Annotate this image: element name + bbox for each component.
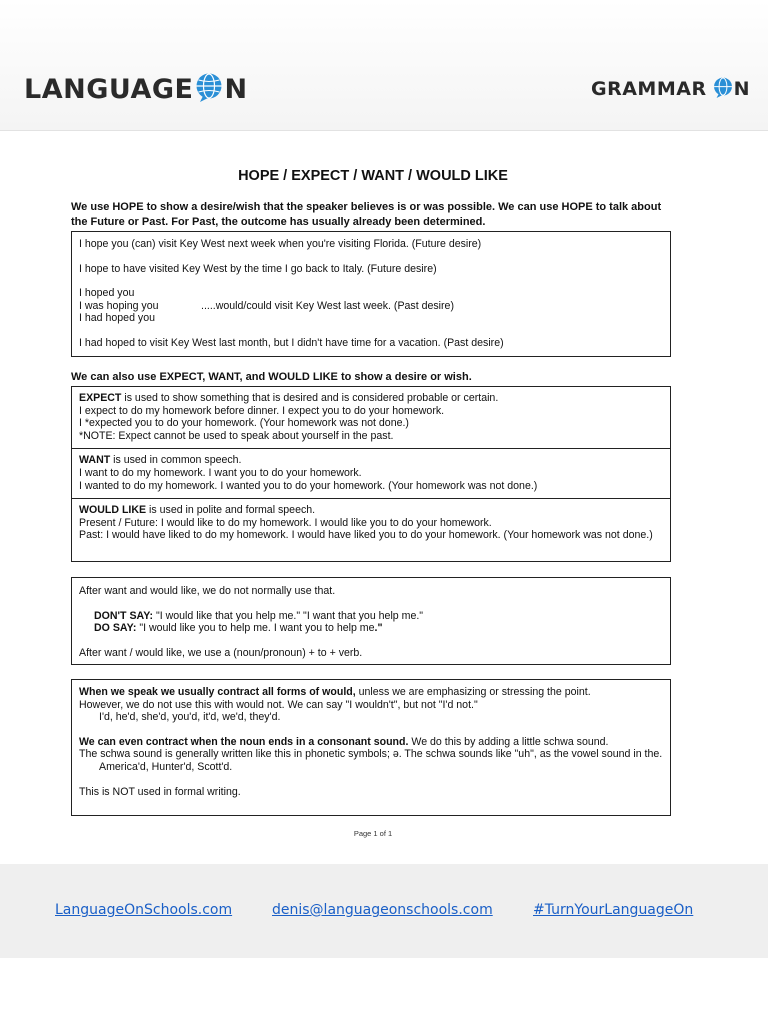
section-heading (79, 392, 663, 405)
do-say-label: DO SAY: (94, 622, 137, 635)
para-bold: We can even contract when the noun ends in a consonant sound. (79, 735, 409, 748)
example-fragment: .....would/could visit Key West last week. (Past desire) (201, 299, 454, 312)
email-link[interactable]: denis@languageonschools.com (272, 902, 493, 918)
hashtag-link[interactable]: #TurnYourLanguageOn (533, 902, 694, 918)
grammar-on-logo (591, 78, 750, 101)
example-line: Present / Future: I would like to do my homework. I would like you to do your homework. (79, 516, 492, 529)
contraction-box (71, 679, 671, 816)
expect-section (72, 387, 670, 449)
expect-want-like-box (71, 386, 671, 562)
do-say-line (79, 622, 663, 635)
para-line: The schwa sound is generally written like this in phonetic symbols; ə. The schwa sounds like "uh", as the vowel sound in the. (79, 748, 663, 761)
rule-line: After want and would like, we do not normally use that. (79, 585, 336, 597)
dont-say-label: DON'T SAY: (94, 609, 154, 622)
section-heading (79, 454, 663, 467)
page-number: Page 1 of 1 (353, 829, 393, 838)
page-title: HOPE / EXPECT / WANT / WOULD LIKE (238, 168, 508, 184)
dont-say-line (79, 610, 663, 623)
example-line: Past: I would have liked to do my homework. I would have liked you to do your homework. (Your homework was not done.) (79, 529, 653, 542)
example-line: I'd, he'd, she'd, you'd, it'd, we'd, they'd. (99, 711, 281, 724)
example-line: I hope to have visited Key West by the time I go back to Italy. (Future desire) (79, 262, 437, 275)
para-line (79, 686, 663, 699)
para-text: unless we are emphasizing or stressing the point. (355, 686, 591, 698)
keyword: WOULD LIKE (79, 504, 147, 517)
that-usage-box (71, 577, 671, 665)
logo-text-end: N (733, 78, 750, 100)
para-text: We do this by adding a little schwa sound. (408, 735, 609, 748)
keyword: WANT (79, 454, 111, 467)
para-bold: When we speak we usually contract all forms of would, (79, 686, 356, 698)
logo-text: LANGUAGE (24, 74, 194, 105)
example-line: I *expected you to do your homework. (Your homework was not done.) (79, 417, 409, 430)
would-like-section (72, 499, 670, 548)
example-line: I want to do my homework. I want you to do your homework. (79, 466, 362, 479)
heading-text: is used to show something that is desired and is considered probable or certain. (121, 392, 499, 404)
heading-text: is used in common speech. (110, 454, 242, 467)
example-line: I expect to do my homework before dinner. I expect you to do your homework. (79, 404, 445, 417)
example-line (79, 300, 663, 313)
example-fragment: I was hoping you (79, 299, 159, 312)
globe-icon (713, 77, 733, 99)
example-line: I had hoped you (79, 312, 155, 325)
example-line: America'd, Hunter'd, Scott'd. (99, 760, 233, 773)
hope-examples-box (71, 231, 671, 357)
do-say-end: ." (374, 622, 383, 635)
language-on-logo (24, 74, 248, 106)
page-header (0, 0, 768, 131)
note-line: *NOTE: Expect cannot be used to speak about yourself in the past. (79, 429, 394, 442)
website-link[interactable]: LanguageOnSchools.com (55, 902, 233, 918)
rule-line: After want / would like, we use a (noun/pronoun) + to + verb. (79, 646, 363, 659)
heading-text: is used in polite and formal speech. (146, 504, 316, 517)
example-line: I had hoped to visit Key West last month, but I didn't have time for a vacation. (Past desire) (79, 336, 504, 349)
logo-text-end: N (224, 74, 248, 105)
dont-say-text: "I would like that you help me." "I want that you help me." (153, 609, 424, 622)
do-say-text: "I would like you to help me. I want you to help me (136, 622, 375, 635)
section-heading (79, 504, 663, 517)
logo-text: GRAMMAR (591, 78, 707, 100)
hope-intro: We use HOPE to show a desire/wish that the speaker believes is or was possible. We can use HOPE to talk about the Future or Past. For Past, the outcome has usually already been determined. (71, 201, 662, 228)
keyword: EXPECT (79, 392, 122, 404)
want-section (72, 449, 670, 499)
footer (0, 864, 768, 958)
para-line (79, 736, 663, 749)
example-line: I hope you (can) visit Key West next week when you're visiting Florida. (Future desire) (79, 238, 482, 250)
example-line: I hoped you (79, 287, 135, 300)
globe-icon (195, 73, 223, 103)
desire-intro: We can also use EXPECT, WANT, and WOULD LIKE to show a desire or wish. (71, 371, 472, 383)
para-line: However, we do not use this with would not. We can say "I wouldn't", but not "I'd not." (79, 698, 478, 711)
para-line: This is NOT used in formal writing. (79, 785, 241, 798)
example-line: I wanted to do my homework. I wanted you to do your homework. (Your homework was not done.) (79, 479, 538, 492)
